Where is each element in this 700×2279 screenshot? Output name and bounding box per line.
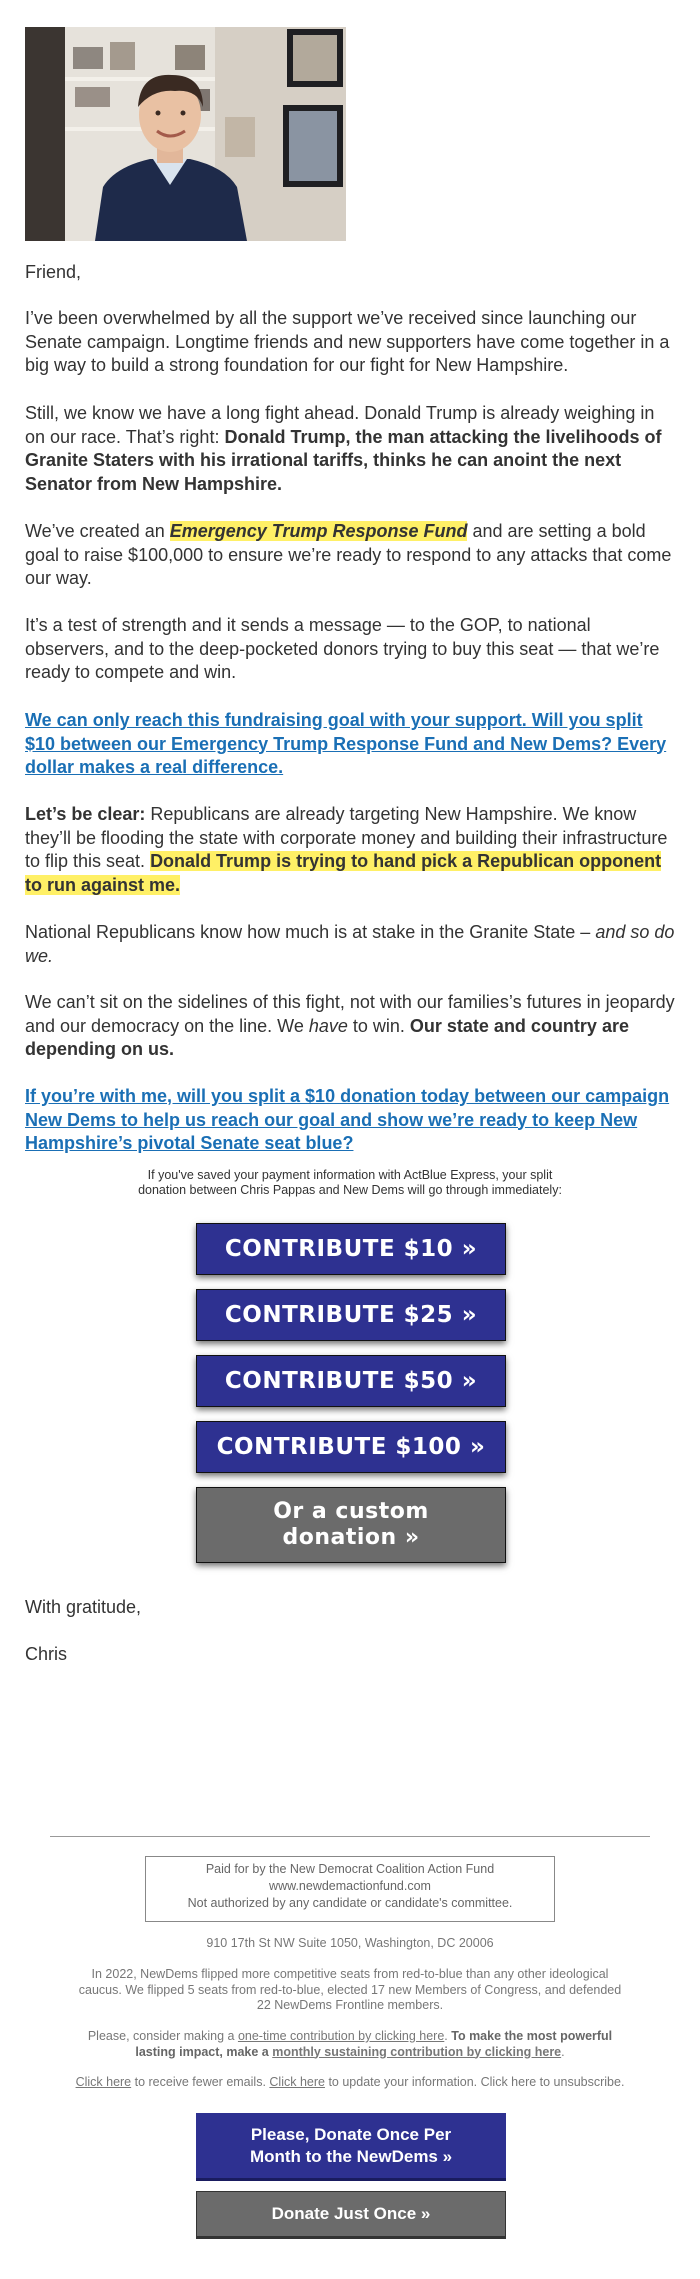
custom-donation-button[interactable] [196, 1487, 506, 1563]
consider-bold: To make the most powerful lasting impact, make a [135, 2029, 613, 2059]
footer-flip-stats [60, 1967, 640, 2014]
signoff: With gratitude, [25, 1597, 142, 1617]
paragraph-long-fight-bold: Donald Trump, the man attacking the livelihoods of Granite Staters with his irrational tariffs, thinks he can anoint the next Senator from New Hampshire. [25, 426, 662, 494]
greeting: Friend, [25, 262, 82, 282]
flip-stats-line3: 22 NewDems Frontline members. [256, 1998, 444, 2012]
signature: Chris [25, 1644, 68, 1664]
fewer-emails-link[interactable]: Click here [75, 2075, 132, 2089]
paragraph-long-fight [25, 402, 677, 496]
donate-monthly-line1: Please, Donate Once Per [250, 2124, 452, 2144]
footer-divider [50, 1836, 650, 1837]
sidelines-bold: Our state and country are depending on us. [25, 1015, 629, 1059]
actblue-express-note-line2: donation between Chris Pappas and New Dems will go through immediately: [138, 1183, 562, 1197]
national-republicans-em: and so do we. [25, 922, 675, 966]
footer-email-prefs [60, 2075, 640, 2091]
sidelines-text-b: to win. [347, 1015, 410, 1036]
footer-consider [70, 2029, 630, 2060]
sidelines-em: have [308, 1015, 348, 1036]
monthly-contribution-link[interactable]: monthly sustaining contribution by clicking here [272, 2044, 562, 2059]
paragraph-fund-text-b: and are setting a bold goal to raise $100,000 to ensure we’re ready to respond to any attacks that come our way. [25, 521, 672, 588]
hand-pick-highlight: Donald Trump is trying to hand pick a Republican opponent to run against me. [25, 851, 662, 895]
national-republicans-text: National Republicans know how much is at stake in the Granite State – [25, 922, 596, 942]
paragraph-long-fight-text: Still, we know we have a long fight ahead. Donald Trump is already weighing in on our race. That’s right: [25, 403, 655, 447]
custom-donation-line2: donation » [282, 1525, 420, 1550]
fewer-emails-text: to receive fewer emails. [131, 2075, 270, 2089]
donate-monthly-line2: Month to the NewDems » [249, 2146, 453, 2166]
be-clear-text: Republicans are already targeting New Hampshire. We know they’ll be flooding the state with corporate money and building their infrastructure to flip this seat. [25, 804, 668, 871]
update-unsubscribe-text: to update your information. Click here to unsubscribe. [324, 2075, 625, 2089]
paid-for-website: www.newdemactionfund.com [269, 1879, 431, 1893]
paid-for-line1: Paid for by the New Democrat Coalition Action Fund [205, 1862, 495, 1876]
split-donation-link[interactable]: If you’re with me, will you split a $10 donation today between our campaign New Dems to help us reach our goal and show we’re ready to keep New Hampshire’s pivotal Senate seat blue? [25, 1086, 670, 1153]
paid-for-disclaimer: Not authorized by any candidate or candidate's committee. [187, 1896, 513, 1910]
paragraph-support: I’ve been overwhelmed by all the support we’ve received since launching our Senate campaign. Longtime friends and new supporters have come together in a big way to build a strong foundation for our fight for New Hampshire. [25, 308, 670, 375]
sidelines-text-a: We can’t sit on the sidelines of this fight, not with our families’s futures in jeopardy and our democracy on the line. We [25, 992, 675, 1036]
paragraph-sidelines [25, 991, 677, 1062]
consider-end: . [561, 2044, 565, 2059]
paragraph-fund-text-a: We’ve created an [25, 521, 170, 541]
donate-once-button[interactable]: Donate Just Once » [196, 2191, 506, 2239]
contribute-100-button[interactable]: CONTRIBUTE $100 » [196, 1421, 506, 1473]
contribute-10-button[interactable]: CONTRIBUTE $10 » [196, 1223, 506, 1275]
paragraph-national-republicans [25, 921, 677, 968]
split-donation-link-paragraph [25, 1085, 677, 1156]
donate-monthly-button[interactable] [196, 2113, 506, 2181]
contribute-50-button[interactable]: CONTRIBUTE $50 » [196, 1355, 506, 1407]
be-clear-lead: Let’s be clear: [25, 804, 146, 824]
contribute-25-button[interactable]: CONTRIBUTE $25 » [196, 1289, 506, 1341]
paid-for-box [145, 1856, 555, 1922]
paragraph-fund [25, 520, 677, 591]
fundraising-goal-link-paragraph [25, 709, 677, 780]
emergency-fund-highlight: Emergency Trump Response Fund [169, 521, 468, 541]
actblue-express-note [0, 1168, 700, 1198]
actblue-express-note-line1: If you've saved your payment information with ActBlue Express, your split [147, 1168, 553, 1182]
flip-stats-line1: In 2022, NewDems flipped more competitive seats from red-to-blue than any other ideological [91, 1967, 609, 1981]
update-info-link[interactable]: Click here [269, 2075, 325, 2089]
paragraph-test-of-strength: It’s a test of strength and it sends a message — to the GOP, to national observers, and to the deep-pocketed donors trying to buy this seat — that we’re ready to compete and win. [25, 615, 660, 682]
consider-text: Please, consider making a [87, 2029, 238, 2043]
candidate-photo [25, 27, 346, 241]
paragraph-be-clear [25, 803, 677, 897]
footer-address: 910 17th St NW Suite 1050, Washington, DC 20006 [206, 1936, 494, 1950]
candidate-portrait-image [25, 27, 346, 241]
flip-stats-line2: caucus. We flipped 5 seats from red-to-blue, elected 17 new Members of Congress, and defended [78, 1982, 622, 1997]
consider-sep: . [444, 2029, 452, 2043]
one-time-contribution-link[interactable]: one-time contribution by clicking here [237, 2029, 445, 2043]
fundraising-goal-link[interactable]: We can only reach this fundraising goal with your support. Will you split $10 between our Emergency Trump Response Fund and New Dems? Every dollar makes a real difference. [25, 710, 667, 777]
custom-donation-line1: Or a custom [273, 1499, 429, 1524]
